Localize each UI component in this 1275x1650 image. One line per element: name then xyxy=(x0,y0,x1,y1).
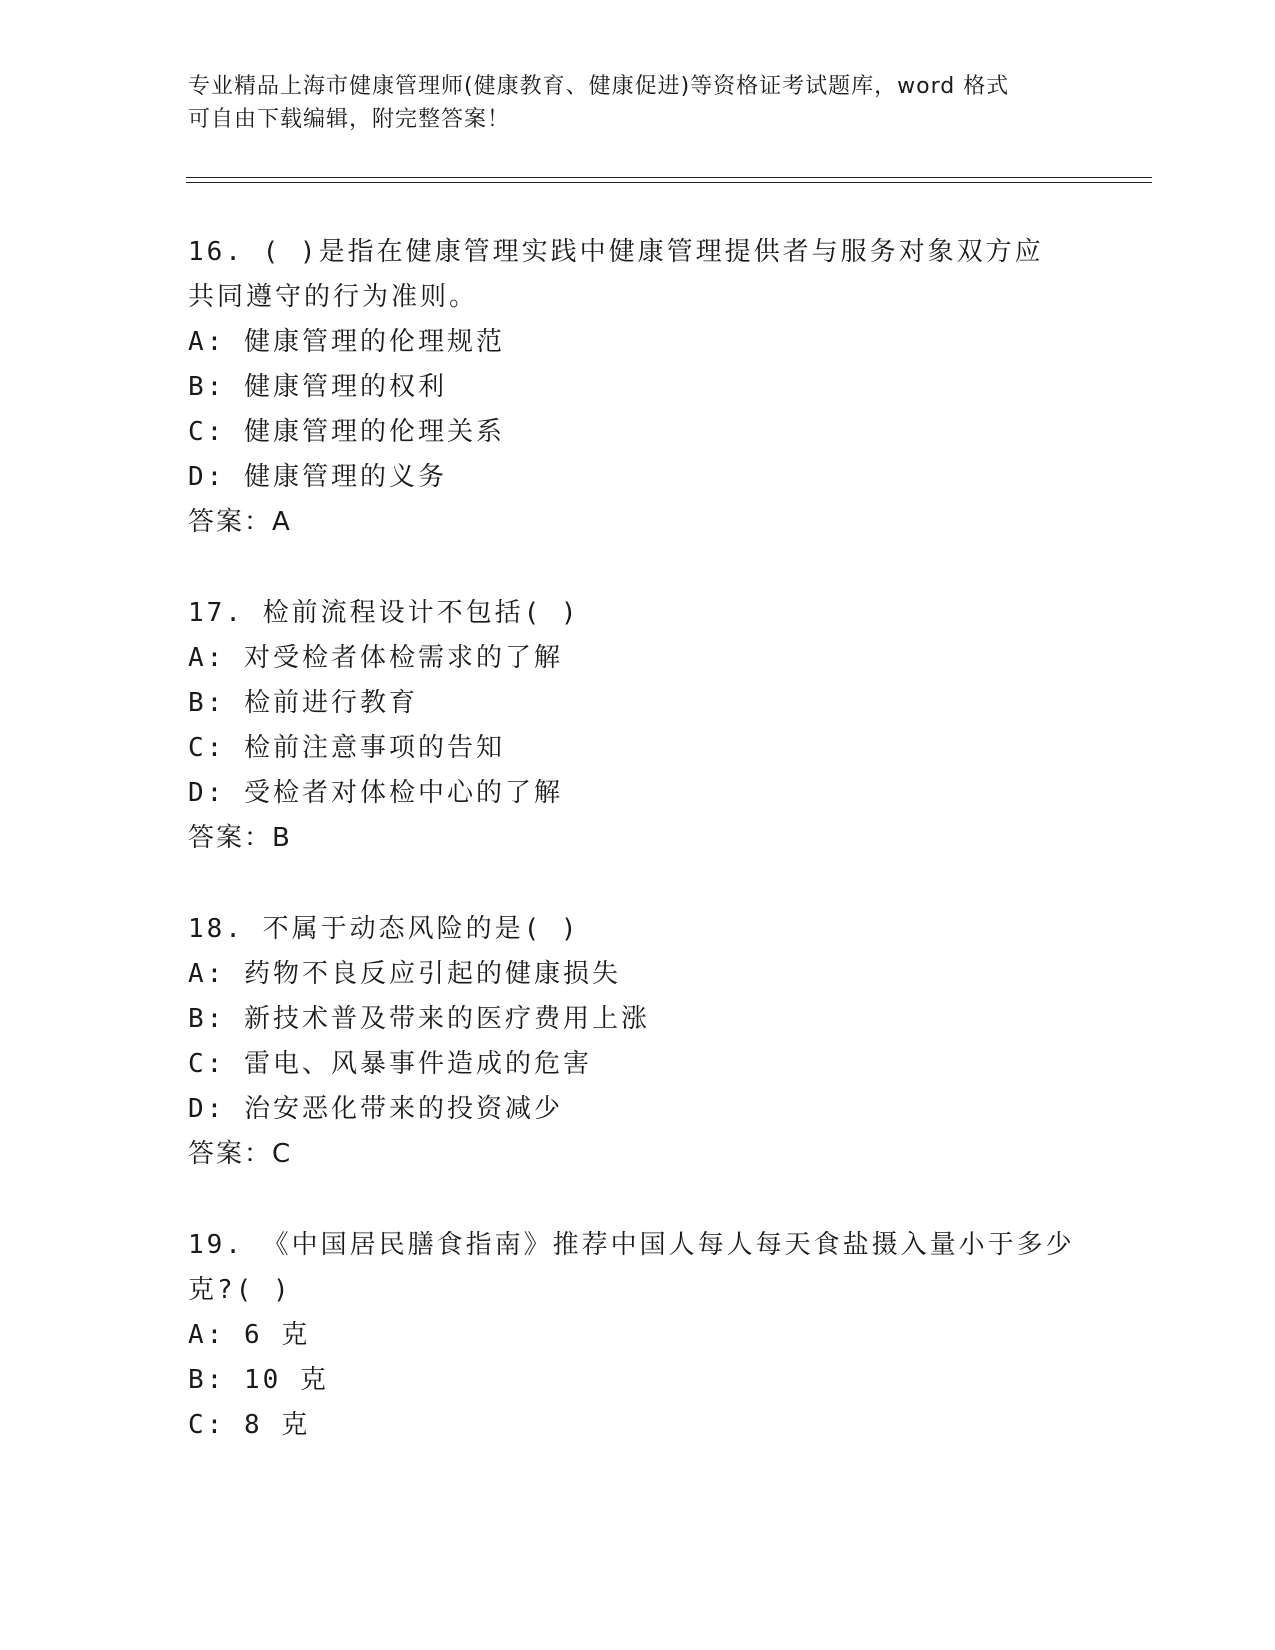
question-stem-cont: 共同遵守的行为准则。 xyxy=(188,282,479,312)
question-stem: 19. 《中国居民膳食指南》推荐中国人每人每天食盐摄入量小于多少 xyxy=(188,1230,1075,1260)
answer: 答案：B xyxy=(188,823,292,853)
question-stem-cont: 克?( ) xyxy=(188,1275,292,1305)
question-17 xyxy=(188,591,1088,861)
option-a: A: 对受检者体检需求的了解 xyxy=(188,643,563,673)
option-d: D: 健康管理的义务 xyxy=(188,462,447,492)
option-b: B: 健康管理的权利 xyxy=(188,372,447,402)
header-rule-top xyxy=(186,177,1152,178)
question-stem: 18. 不属于动态风险的是( ) xyxy=(188,914,580,944)
option-b: B: 新技术普及带来的医疗费用上涨 xyxy=(188,1004,650,1034)
option-c: C: 8 克 xyxy=(188,1410,311,1440)
option-a: A: 药物不良反应引起的健康损失 xyxy=(188,959,621,989)
question-stem: 16. ( )是指在健康管理实践中健康管理提供者与服务对象双方应 xyxy=(188,237,1044,267)
answer: 答案：C xyxy=(188,1139,293,1169)
answer: 答案：A xyxy=(188,507,292,537)
option-b: B: 10 克 xyxy=(188,1365,329,1395)
question-18 xyxy=(188,907,1088,1177)
question-list xyxy=(188,230,1088,1448)
option-c: C: 检前注意事项的告知 xyxy=(188,733,505,763)
option-a: A: 6 克 xyxy=(188,1320,311,1350)
question-16 xyxy=(188,230,1088,545)
option-c: C: 雷电、风暴事件造成的危害 xyxy=(188,1049,592,1079)
option-c: C: 健康管理的伦理关系 xyxy=(188,417,505,447)
option-d: D: 治安恶化带来的投资减少 xyxy=(188,1094,563,1124)
option-b: B: 检前进行教育 xyxy=(188,688,418,718)
header-line-1: 专业精品上海市健康管理师(健康教育、健康促进)等资格证考试题库，word 格式 xyxy=(188,74,1010,99)
option-a: A: 健康管理的伦理规范 xyxy=(188,327,505,357)
header-rule-bottom xyxy=(186,182,1152,183)
document-header xyxy=(188,70,1088,136)
header-line-2: 可自由下载编辑，附完整答案！ xyxy=(188,107,511,132)
option-d: D: 受检者对体检中心的了解 xyxy=(188,778,563,808)
question-19 xyxy=(188,1223,1088,1448)
question-stem: 17. 检前流程设计不包括( ) xyxy=(188,598,580,628)
